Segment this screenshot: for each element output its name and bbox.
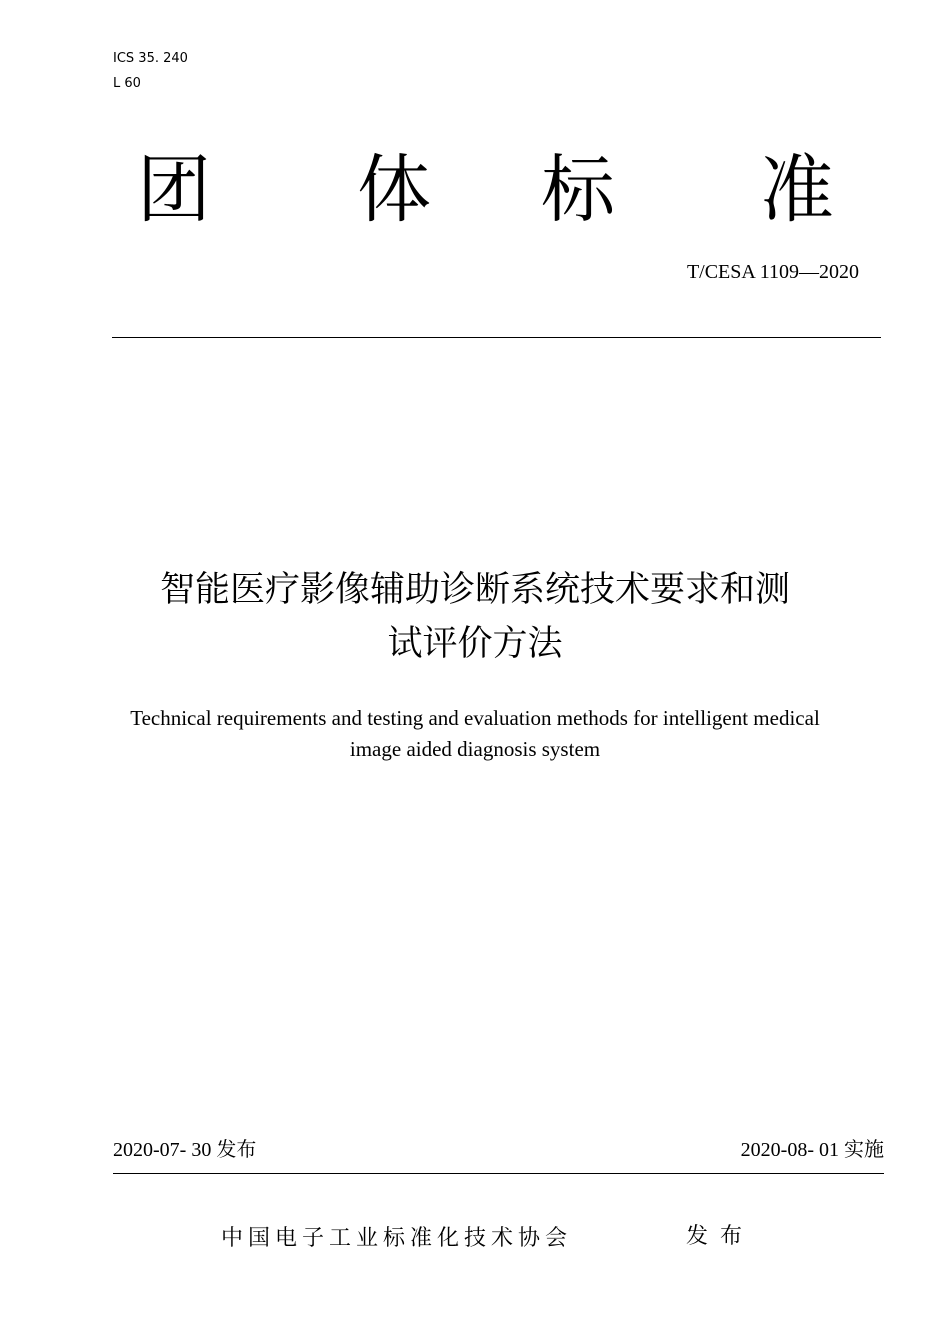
cn-title-line-2: 试评价方法 — [387, 624, 563, 664]
bottom-divider — [113, 1173, 884, 1174]
title-char-4: 准 — [760, 147, 834, 233]
ics-code: ICS 35. 240 — [113, 51, 188, 66]
title-char-1: 团 — [137, 147, 211, 233]
publish-label: 发布 — [686, 1224, 755, 1249]
en-title-line-2: image aided diagnosis system — [349, 737, 601, 761]
document-type-title — [0, 147, 950, 233]
implementation-date: 2020-08- 01 实施 — [740, 1139, 884, 1161]
cn-title-line-1: 智能医疗影像辅助诊断系统技术要求和测 — [159, 570, 790, 610]
en-title-line-1: Technical requirements and testing and evaluation methods for intelligent medical — [130, 706, 820, 730]
issue-date: 2020-07- 30 发布 — [113, 1139, 257, 1161]
publisher-name: 中国电子工业标准化技术协会 — [221, 1226, 573, 1251]
title-char-2: 体 — [357, 147, 431, 233]
top-divider — [112, 337, 881, 338]
standard-number: T/CESA 1109—2020 — [686, 261, 859, 283]
title-char-3: 标 — [541, 147, 615, 233]
ccs-code: L 60 — [113, 76, 141, 91]
